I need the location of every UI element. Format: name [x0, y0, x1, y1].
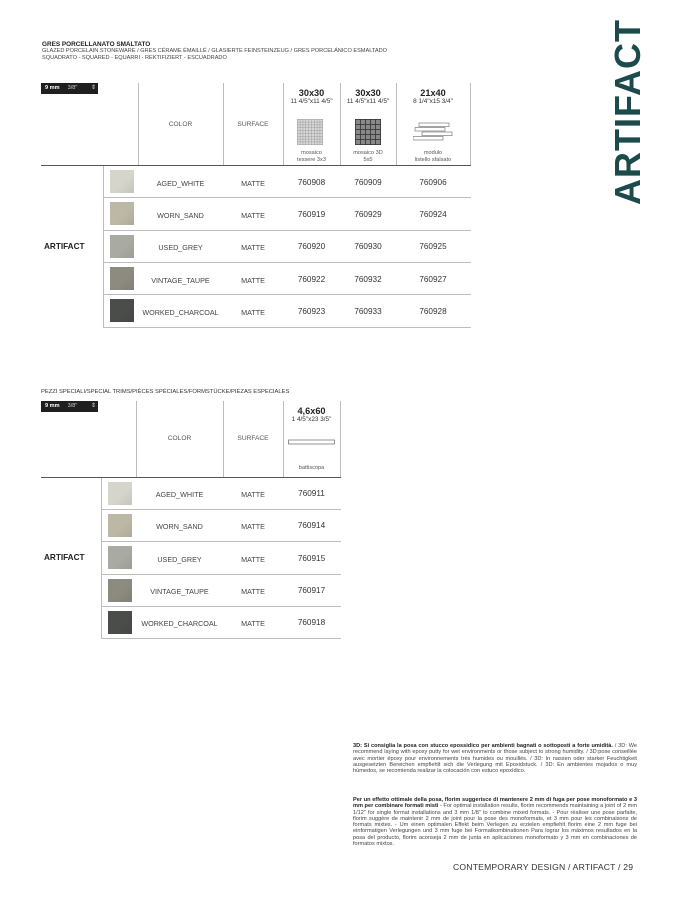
surface-value: MATTE: [241, 211, 265, 220]
catalog-subheading-materials: GLAZED PORCELAIN STONEWARE / GRES CÉRAME ÉMAILLÉ / GLASIERTE FEINSTEINZEUG / GRES PORCELÁNICO ESMALTADO: [42, 48, 388, 54]
format-desc-1-line1: mosaico: [301, 150, 322, 156]
thickness-inch: 3/8": [67, 85, 78, 91]
catalog-subheading-squared: SQUADRATO - SQUARED - EQUARRI - REKTIFIZIERT - ESCUADRADO: [42, 55, 227, 61]
mosaic-3x3-icon: [297, 119, 323, 145]
format-desc-1-line2: tessere 3x3: [297, 157, 326, 163]
product-code: 760906: [419, 178, 447, 187]
product-code: 760909: [354, 178, 382, 187]
format-desc-3-line2: listello sfalsato: [414, 157, 452, 163]
product-code: 760930: [354, 242, 382, 251]
product-code: 760920: [297, 242, 326, 251]
skirting-icon: [288, 438, 336, 446]
color-name: WORN_SAND: [156, 522, 203, 531]
color-swatch: [110, 235, 134, 258]
format-inch-2: 11 4/5"x11 4/5": [346, 98, 390, 105]
column-header-color: COLOR: [167, 435, 192, 442]
series-label: ARTIFACT: [44, 242, 85, 251]
format-desc-3: [396, 150, 470, 164]
thickness-arrows-icon: ⇕: [90, 85, 96, 91]
color-swatch: [108, 482, 132, 505]
surface-value: MATTE: [241, 522, 265, 531]
product-code: 760928: [419, 307, 447, 316]
color-swatch: [108, 579, 132, 602]
note-joint-text: - For optimal installation results, florim recommends maintaining a joint of 2 mm 1/12" for single format installations and 3 mm 1/8" to combine mixed formats. - Pour réaliser une pose parfaite, florim suggère de maintenir 2 mm de joint pour la pose des monoformats, et 3 mm pour les combinaisons de formats mixtes. - Um einen optimalen Effekt beim Verlegen zu erzielen empfiehlt florim eine 2 mm fuge bei einformatigen Verlegungen und 3 mm fuge bei Formatkombinationen Para lograr los máximos resultados en la posa del producto, florim aconseja 2 mm de junta en aplicaciones monoformato y 3 mm en combinaciones de formatos mixtos.: [353, 803, 637, 848]
color-swatch: [108, 611, 132, 634]
color-swatch: [110, 170, 134, 193]
format-desc-3-line1: modulo: [423, 150, 443, 156]
product-code: 760918: [297, 618, 326, 627]
surface-value: MATTE: [241, 555, 265, 564]
color-name: WORKED_CHARCOAL: [141, 619, 218, 628]
thickness-arrows-icon: ⇕: [90, 403, 96, 409]
product-code: 760925: [419, 242, 447, 251]
thickness-value: 9 mm: [45, 403, 60, 409]
product-code: 760929: [354, 210, 382, 219]
surface-value: MATTE: [241, 619, 265, 628]
color-name: AGED_WHITE: [155, 490, 204, 499]
color-name: VINTAGE_TAUPE: [151, 276, 210, 285]
page-footer: CONTEMPORARY DESIGN / ARTIFACT / 29: [453, 862, 634, 872]
column-header-surface: SURFACE: [237, 435, 269, 442]
color-name: USED_GREY: [158, 243, 203, 252]
column-header-color: COLOR: [168, 121, 193, 128]
color-name: AGED_WHITE: [156, 179, 205, 188]
format-size-1: 30x30: [298, 88, 325, 98]
format-inch-trim: 1 4/5"x23 3/5": [291, 416, 332, 423]
format-inch-1: 11 4/5"x11 4/5": [290, 98, 333, 105]
color-swatch: [110, 299, 134, 322]
series-label: ARTIFACT: [44, 553, 85, 562]
color-name: VINTAGE_TAUPE: [150, 587, 209, 596]
product-code: 760915: [297, 554, 326, 563]
note-epoxy-text: / 3D: We recommend laying with epoxy putty for wet environments or those subject to strong humidity. / 3D:pose conseillée avec mortier époxy pour environnements très humides ou mouillés. / 3D: In nassen oder starker Feuchtigkeit ausgesetzten Bereichen empfiehlt sich die Verlegung mit Epoxidstuck. / 3D: En ambientes mojados o muy húmedos, se recomienda realizar la colocación con estuco epoxídico.: [353, 743, 637, 775]
format-desc-2: [340, 150, 396, 164]
product-code: 760933: [354, 307, 382, 316]
product-code: 760914: [297, 521, 326, 530]
thickness-badge: [41, 401, 98, 412]
note-epoxy-bold: 3D: Si consiglia la posa con stucco epossidico per ambienti bagnati o sottoposti a forte umidità.: [353, 743, 613, 749]
product-code: 760924: [419, 210, 447, 219]
column-header-surface: SURFACE: [237, 121, 269, 128]
staggered-strips-icon: [413, 122, 453, 142]
surface-value: MATTE: [241, 490, 265, 499]
format-desc-trim: battiscopa: [298, 465, 325, 471]
color-swatch: [108, 514, 132, 537]
color-swatch: [108, 546, 132, 569]
product-code: 760911: [298, 489, 325, 498]
product-code: 760917: [297, 586, 326, 595]
product-code: 760922: [297, 275, 326, 284]
format-desc-2-line1: mosaico 3D: [353, 150, 383, 156]
product-code: 760927: [419, 275, 447, 284]
format-size-2: 30x30: [355, 88, 381, 98]
installation-note-joint: [353, 797, 637, 847]
thickness-badge: [41, 83, 98, 94]
format-size-trim: 4,6x60: [297, 406, 326, 416]
installation-note-epoxy: [353, 743, 637, 774]
mosaic-3d-icon: [355, 119, 381, 145]
note-joint-bold: Per un effetto ottimale della posa, florim suggerisce di mantenere 2 mm di fuga per pose monoformato e 3 mm per combinare formati misti: [353, 797, 637, 810]
color-swatch: [110, 202, 134, 225]
format-inch-3: 8 1/4"x15 3/4": [413, 98, 453, 105]
surface-value: MATTE: [241, 308, 265, 317]
format-size-3: 21x40: [420, 88, 446, 98]
thickness-inch: 3/8": [67, 403, 78, 409]
surface-value: MATTE: [241, 276, 265, 285]
surface-value: MATTE: [241, 179, 265, 188]
product-code: 760923: [297, 307, 326, 316]
product-code: 760919: [297, 210, 326, 219]
product-code: 760908: [297, 178, 326, 187]
color-name: WORKED_CHARCOAL: [142, 308, 219, 317]
thickness-value: 9 mm: [45, 85, 60, 91]
product-code: 760932: [354, 275, 382, 284]
surface-value: MATTE: [241, 243, 265, 252]
special-trims-heading: PEZZI SPECIALI/SPECIAL TRIMS/PIÈCES SPÉCIALES/FORMSTÜCKE/PIEZAS ESPECIALES: [41, 389, 290, 395]
format-desc-2-line2: 5x5: [363, 157, 373, 163]
color-name: WORN_SAND: [157, 211, 204, 220]
format-desc-1: [283, 150, 340, 164]
surface-value: MATTE: [241, 587, 265, 596]
color-name: USED_GREY: [157, 555, 202, 564]
brand-vertical-title: ARTIFACT: [607, 19, 648, 205]
catalog-heading: GRES PORCELLANATO SMALTATO: [42, 41, 151, 48]
color-swatch: [110, 267, 134, 290]
